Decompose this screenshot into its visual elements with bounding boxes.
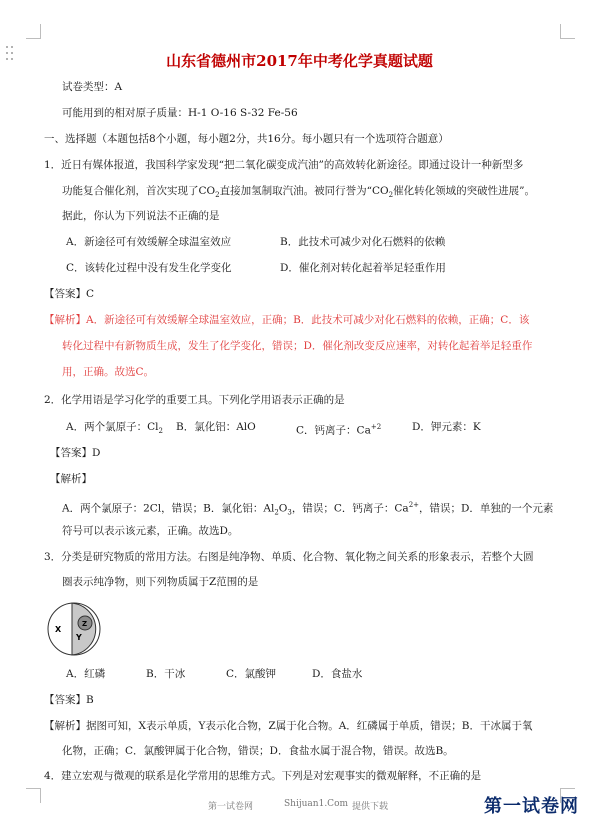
q1-explanation-line3: 用，正确。故选C。 xyxy=(62,366,155,378)
label-y: Y xyxy=(76,633,82,642)
paper-type: 试卷类型：A xyxy=(62,81,123,93)
q3-answer: 【答案】B xyxy=(44,694,94,706)
q3-option-d: D．食盐水 xyxy=(312,668,363,680)
q2-option-a: A．两个氯原子：$Cl_2$ xyxy=(66,421,163,436)
atomic-mass-note: 可能用到的相对原子质量：H-1 O-16 S-32 Fe-56 xyxy=(62,107,298,119)
corner-mark-top-right xyxy=(560,24,575,39)
q3-option-c: C．氯酸钾 xyxy=(226,668,277,680)
q3-explanation-line1: 【解析】据图可知，X表示单质，Y表示化合物，Z属于化合物。A．红磷属于单质，错误；B．干冰属于氧 xyxy=(44,720,533,732)
corner-mark-top-left xyxy=(26,24,41,39)
q2-option-d: D．钾元素：K xyxy=(412,421,481,433)
q1-stem-line3: 据此，你认为下列说法不正确的是 xyxy=(62,210,220,222)
watermark-logo: 第一试卷网 xyxy=(484,796,579,817)
q1-explanation-line1: 【解析】A．新途径可有效缓解全球温室效应，正确；B．此技术可减少对化石燃料的依赖，正确；C．该 xyxy=(44,314,530,326)
page-title: 山东省德州市2017年中考化学真题试题 xyxy=(166,52,433,70)
q2-explanation-line1: A．两个氯原子：2Cl，错误；B．氯化铝：$Al_2O_3$，错误；C．钙离子：$Ca^{2+}$，错误；D．单独的一个元素 xyxy=(62,501,554,517)
q2-option-c: C．钙离子：$Ca^{+2}$ xyxy=(296,423,382,437)
q3-option-b: B．干冰 xyxy=(146,668,186,680)
q2-option-b: B．氯化铝：AlO xyxy=(176,421,256,433)
footer-site-url[interactable]: Shijuan1.Com xyxy=(284,799,349,809)
q1-option-d: D．催化剂对转化起着举足轻重作用 xyxy=(280,262,446,274)
corner-mark-bottom-left xyxy=(26,788,41,803)
q1-stem-line1: 1．近日有媒体报道，我国科学家发现“把二氧化碳变成汽油”的高效转化新途径。即通过设计一种新型多 xyxy=(44,159,524,171)
q1-stem-line2: 功能复合催化剂，首次实现了$CO_2$直接加氢制取汽油。被同行誉为“$CO_2$催化转化领域的突破性进展”。 xyxy=(62,185,535,200)
q3-stem-line1: 3．分类是研究物质的常用方法。右图是纯净物、单质、化合物、氧化物之间关系的形象表示，若整个大圆 xyxy=(44,551,534,563)
q1-option-a: A．新途径可有效缓解全球温室效应 xyxy=(66,236,232,248)
q3-explanation-line2: 化物，正确；C．氯酸钾属于化合物，错误；D．食盐水属于混合物，错误。故选B。 xyxy=(62,745,454,757)
q4-stem: 4．建立宏观与微观的联系是化学常用的思维方式。下列是对宏观事实的微观解释，不正确的是 xyxy=(44,770,482,782)
classification-diagram xyxy=(46,601,102,657)
q2-explanation-line2: 符号可以表示该元素，正确。故选D。 xyxy=(62,525,239,537)
q2-answer: 【答案】D xyxy=(50,447,101,459)
q1-option-c: C．该转化过程中没有发生化学变化 xyxy=(66,262,232,274)
footer-download-note: 提供下载 xyxy=(352,802,389,812)
section-heading: 一、选择题（本题包括8个小题，每小题2分，共16分。每小题只有一个选项符合题意） xyxy=(44,133,449,145)
footer-site-name: 第一试卷网 xyxy=(208,802,254,812)
q1-option-b: B．此技术可减少对化石燃料的依赖 xyxy=(280,236,446,248)
label-x: X xyxy=(55,625,62,634)
q2-explanation-heading: 【解析】 xyxy=(50,473,92,485)
q1-explanation-line2: 转化过程中有新物质生成，发生了化学变化，错误；D．催化剂改变反应速率，对转化起着举足轻重作 xyxy=(62,340,533,352)
q3-stem-line2: 圈表示纯净物，则下列物质属于Z范围的是 xyxy=(62,576,259,588)
label-z: Z xyxy=(82,620,88,628)
q1-answer: 【答案】C xyxy=(44,288,95,300)
q2-stem: 2．化学用语是学习化学的重要工具。下列化学用语表示正确的是 xyxy=(44,394,345,406)
q3-option-a: A．红磷 xyxy=(66,668,106,680)
